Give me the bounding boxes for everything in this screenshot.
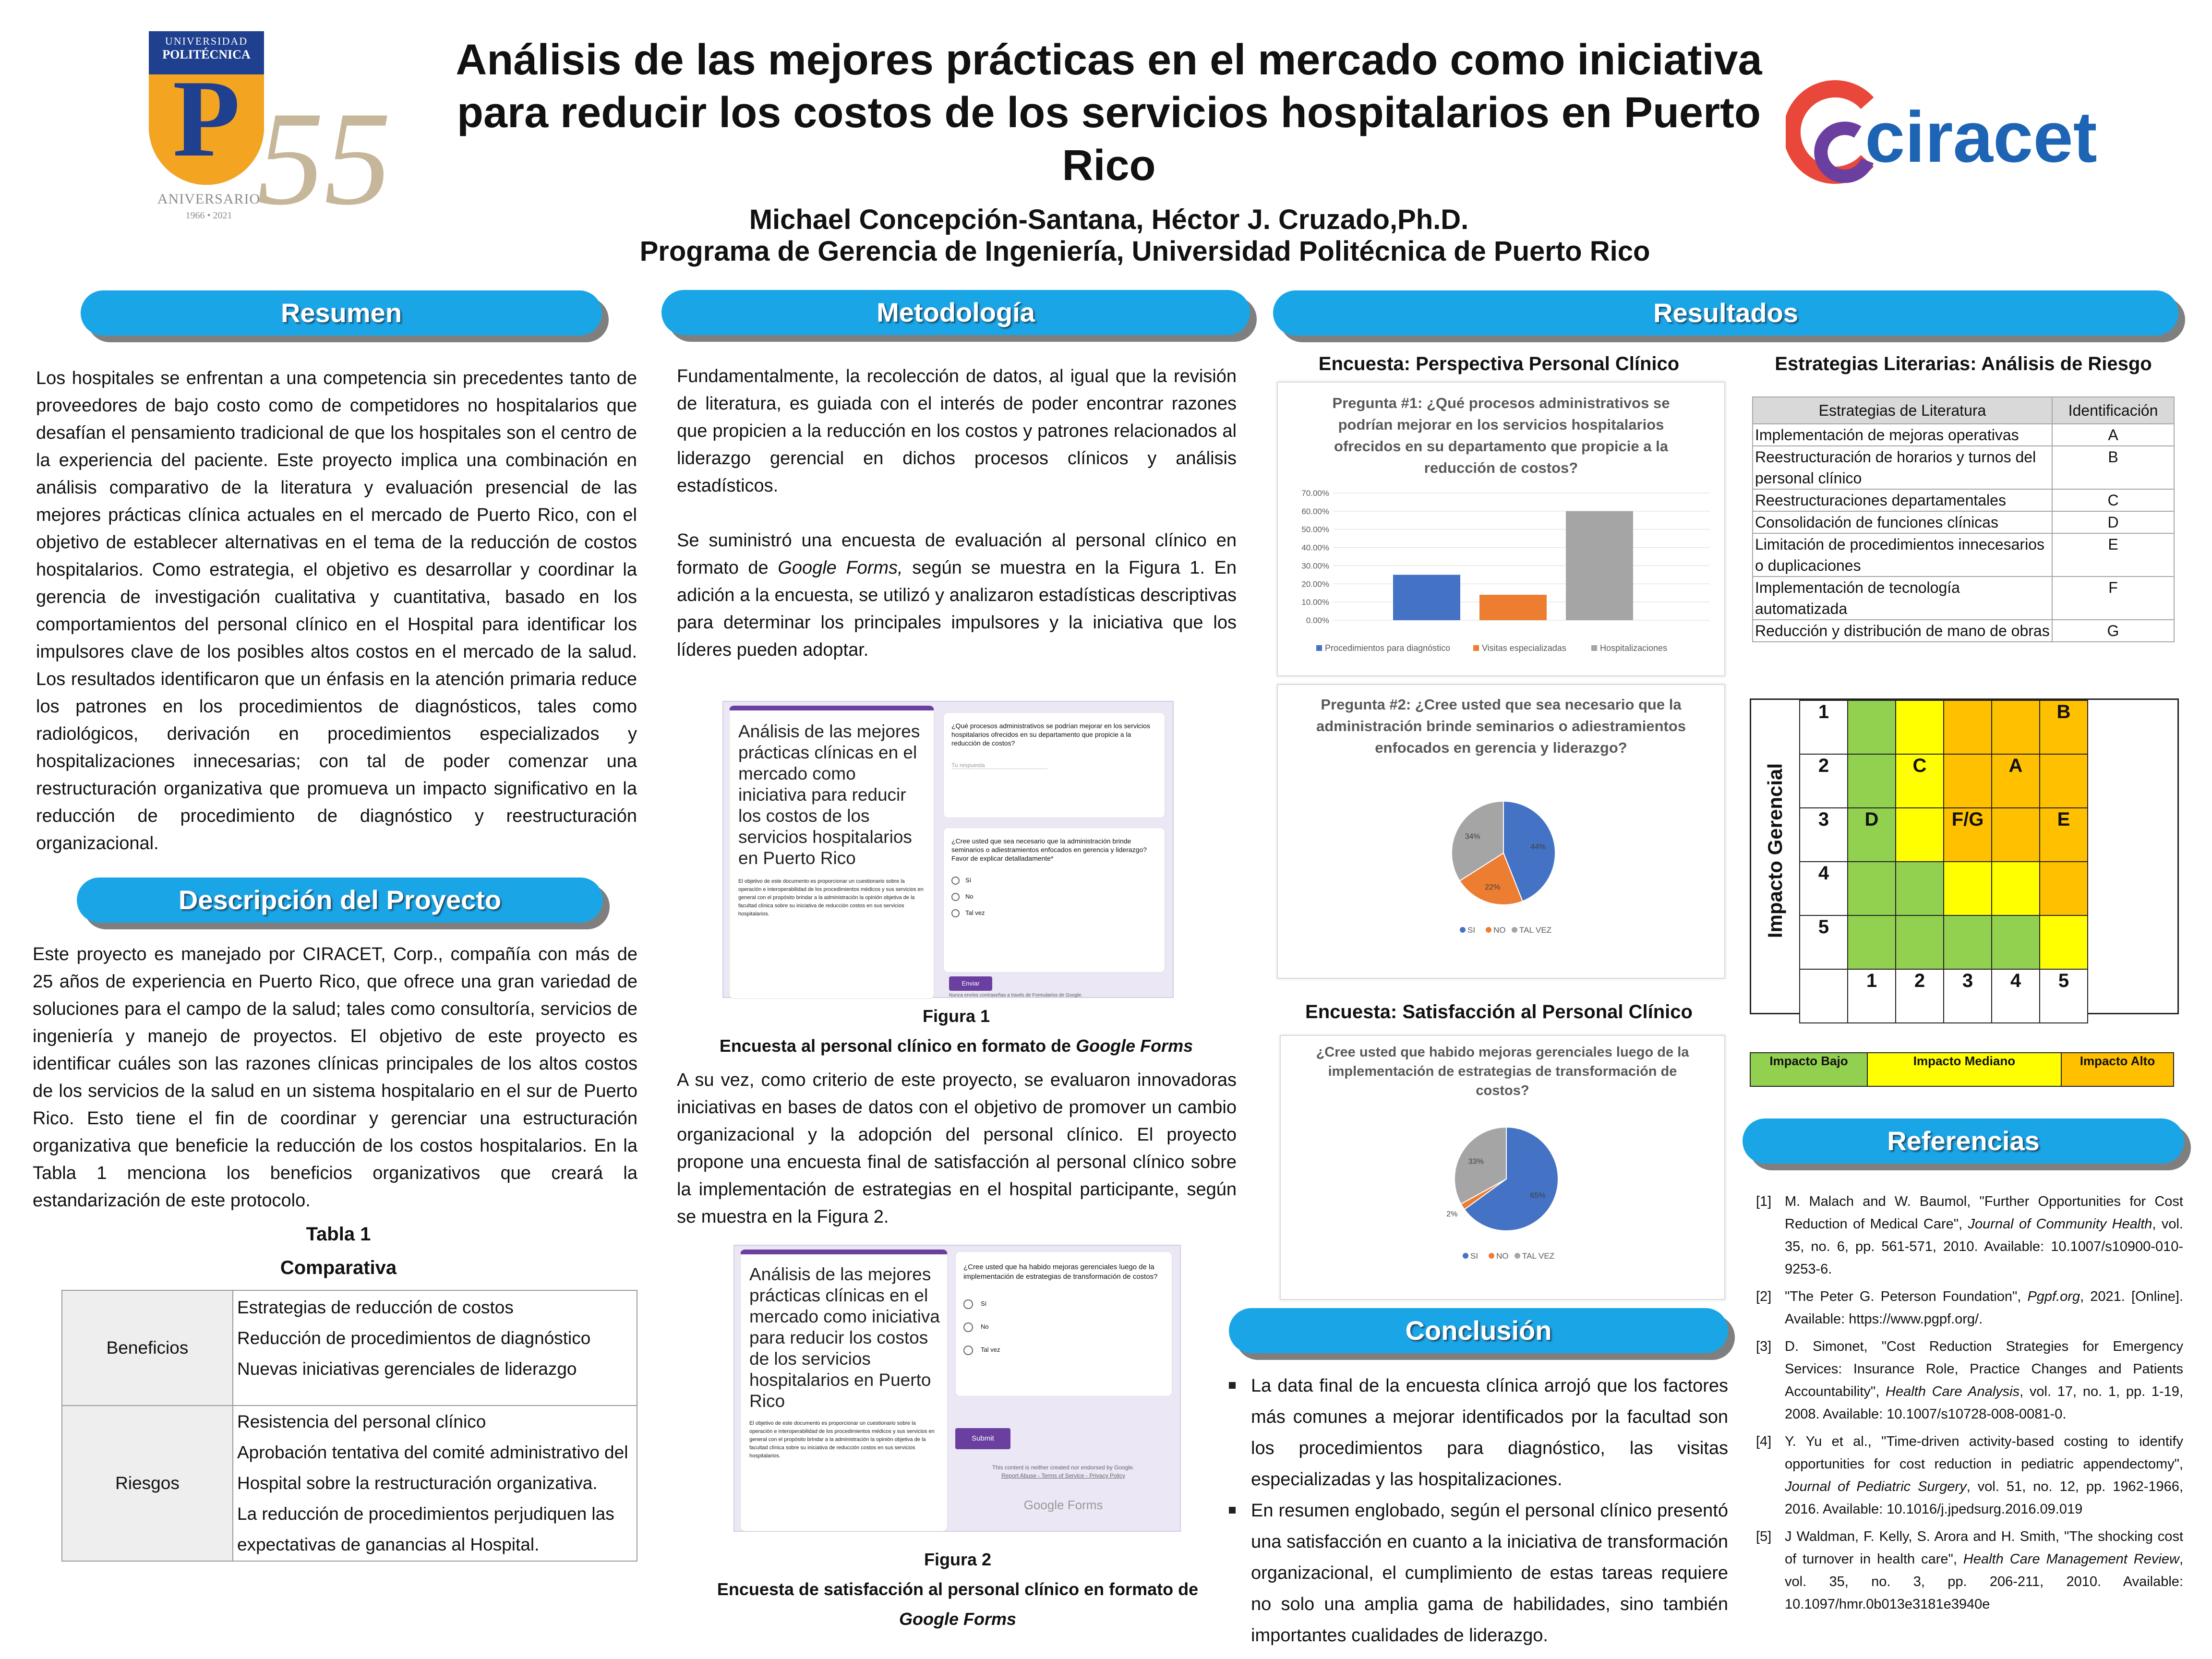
risk-corner: [1800, 969, 1848, 1023]
bar: [1566, 511, 1633, 620]
reference-text: D. Simonet, "Cost Reduction Strategies for Emergency Services: Insurance Role, Practice Changes and Patients Accountability",: [1785, 1339, 2183, 1399]
chart-1-title: Pregunta #1: ¿Qué procesos administrativos se podrían mejorar en los servicios hospitalarios ofrecidos en su departamento que propicie a la reducción de costos?: [1332, 395, 1670, 476]
table-row: [1753, 620, 2174, 642]
strategies-header-id: Identificación: [2052, 397, 2174, 424]
form-footer: Nunca envíes contraseñas a través de Formularios de Google.: [949, 993, 1082, 998]
legend-medium: Impacto Mediano: [1867, 1053, 2061, 1086]
risk-cell: A: [1992, 754, 2040, 808]
reference-journal: Journal of Community Health: [1968, 1216, 2152, 1232]
poster-title: Análisis de las mejores prácticas en el mercado como iniciativa para reducir los costos de los servicios hospitalarios en Puerto Rico: [456, 36, 1762, 190]
reference-text: "The Peter G. Peterson Foundation",: [1785, 1289, 2028, 1304]
figure-2-subtitle: Encuesta de satisfacción al personal clínico en formato de Google Forms: [717, 1579, 1199, 1629]
radio-option[interactable]: Sí: [951, 872, 1157, 889]
bar: [1393, 575, 1460, 620]
strategy-id: G: [2052, 620, 2174, 642]
reference-details: , vol. 35, no. 3, pp. 206-211, 2010. Available: 10.1097/hmr.0b013e3181e3940e: [1785, 1551, 2183, 1612]
table-row-riesgos: [62, 1406, 637, 1561]
resumen-header: Resumen: [81, 290, 602, 336]
risk-cell: C: [1896, 754, 1944, 808]
risk-cell: [1992, 808, 2040, 862]
risk-cell: [1944, 862, 1992, 915]
form-description: El objetivo de este documento es proporcionar un cuestionario sobre la operación e interoperabilidad de los procedimientos médicos y sus servicios en general con el propósito brindar a la administración la opinión objetiva de la facultad clínica sobre su iniciativa de reducción costos en sus servicios hospitalarios.: [749, 1420, 935, 1459]
form-title: Análisis de las mejores prácticas clínicas en el mercado como iniciativa para reducir los costos de los servicios hospitalarios en Puerto Rico: [749, 1264, 940, 1411]
pie-label: 22%: [1485, 883, 1501, 891]
form-question-card: [943, 712, 1165, 818]
reference-details: , 2021. [Online]. Available: https://www.pgpf.org/.: [1785, 1289, 2184, 1327]
table-cell-item: Aprobación tentativa del comité administrativo del Hospital sobre la restructuración organizativa.: [237, 1443, 628, 1493]
table-row: [1753, 533, 2174, 577]
figure-2-caption: [706, 1545, 1210, 1634]
conclusion-bullets: [1229, 1370, 1728, 1651]
reference-journal: Health Care Analysis: [1886, 1384, 2020, 1399]
conclusion-bullet: La data final de la encuesta clínica arrojó que los factores más comunes a mejorar identificados por la facultad son los procedimientos para diagnóstico, las visitas especializadas y las hospitalizaciones.: [1229, 1370, 1728, 1495]
legend-swatch: [1463, 1253, 1468, 1259]
legend-label: TAL VEZ: [1519, 926, 1552, 935]
descripcion-text: Este proyecto es manejado por CIRACET, Corp., compañía con más de 25 años de experiencia en Puerto Rico, que ofrece una gran variedad de soluciones para el campo de la salud; tales como consultoría, servicios de ingeniería y manejo de proyectos. El objetivo de este proyecto es identificar cuáles son las razones clínicas principales de los altos costos de los servicios de la salud en un sistema hospitalario en el sur de Puerto Rico. Esto tiene el fin de coordinar y gerenciar una estructuración organizativa que beneficie la reducción de los costos hospitalarios. En la Tabla 1 menciona los beneficios organizativos que creará la estandarización de este protocolo.: [33, 944, 637, 1211]
metodologia-text: [677, 363, 1237, 664]
risk-cell: [1896, 808, 1944, 862]
reference-number: [2]: [1756, 1289, 1772, 1304]
form-title-card: [740, 1250, 948, 1531]
risk-cell: [1848, 700, 1896, 754]
risk-row: [1800, 808, 2088, 862]
risk-cell: [1896, 700, 1944, 754]
radio-icon: [951, 893, 960, 901]
risk-row: [1800, 700, 2088, 754]
anniversary-label: ANIVERSARIO: [157, 191, 261, 207]
risk-cell: [2040, 915, 2088, 969]
y-tick-label: 50.00%: [1301, 525, 1329, 534]
risk-matrix: [1750, 698, 2179, 1014]
form-links[interactable]: Report Abuse - Terms of Service - Privacy Policy: [1001, 1472, 1125, 1479]
pie-label: 65%: [1530, 1191, 1546, 1200]
logo-monogram: P: [172, 57, 240, 180]
risk-row-label: 5: [1800, 915, 1848, 969]
risk-cell: [1896, 915, 1944, 969]
legend-label: NO: [1496, 1251, 1509, 1261]
table-number: Tabla 1: [306, 1224, 371, 1245]
risk-col-label: 5: [2040, 969, 2088, 1023]
table-row: [1753, 577, 2174, 620]
table-cell-item: La reducción de procedimientos perjudiquen las expectativas de ganancias al Hospital.: [237, 1504, 614, 1554]
strategy-name: Reducción y distribución de mano de obras: [1753, 620, 2052, 642]
table-cell-item: Nuevas iniciativas gerenciales de liderazgo: [237, 1359, 577, 1379]
pie-label: 34%: [1465, 832, 1480, 841]
bar-chart: [1278, 474, 1724, 675]
submit-button[interactable]: Enviar: [949, 976, 992, 991]
anniversary-years: 1966 • 2021: [185, 210, 232, 221]
strategy-id: E: [2052, 533, 2174, 577]
radio-option[interactable]: No: [951, 889, 1157, 905]
reference-item: [1756, 1286, 2183, 1331]
y-tick-label: 0.00%: [1306, 616, 1329, 625]
logo-line-2: POLITÉCNICA: [162, 48, 251, 61]
descripcion-header: Descripción del Proyecto: [77, 878, 603, 923]
radio-icon: [963, 1322, 973, 1332]
resumen-text: Los hospitales se enfrentan a una competencia sin precedentes tanto de proveedores de bajo costo como de competidores no hospitalarios que desafían el pensamiento tradicional de que los hospitales son el centro de la experiencia del paciente. Este proyecto implica una combinación en análisis comparativo de la literatura y evaluación presencial de las mejores prácticas clínica actuales en el mercado de Puerto Rico, con el objetivo de establecer alternativas en el tema de la reducción de costos hospitalarios. Como estrategia, el objetivo es desarrollar y coordinar la gerencia de investigación cualitativa y cuantitativa, basado en los comportamientos del personal clínico en el Hospital para identificar los impulsores clave de los posibles altos costos en el mercado de la salud. Los resultados identificaron que un énfasis en la atención primaria reduce los patrones en los procedimientos de diagnósticos, tales como radiológicos, derivación en procedimientos especializados y hospitalizaciones innecesarias; con tal de poder comenzar una restructuración organizativa que promueva un impacto significativo en la reducción de procedimiento de diagnóstico y reestructuración organizacional.: [36, 368, 637, 854]
strategy-name: Implementación de tecnología automatizada: [1753, 577, 2052, 620]
strategies-header-row: [1753, 397, 2174, 424]
table-cell-item: Estrategias de reducción de costos: [237, 1298, 514, 1317]
strategy-name: Reestructuración de horarios y turnos del personal clínico: [1753, 446, 2052, 489]
risk-col-label: 1: [1848, 969, 1896, 1023]
legend-swatch: [1591, 645, 1597, 651]
table-cell-item: Resistencia del personal clínico: [237, 1412, 486, 1431]
risk-row: [1800, 754, 2088, 808]
risk-cell: B: [2040, 700, 2088, 754]
legend-label: Visitas especializadas: [1482, 643, 1566, 653]
ciracet-wordmark: ciracet: [1865, 96, 2097, 177]
table-row: [1753, 446, 2174, 489]
legend-swatch: [1460, 927, 1466, 933]
answer-input[interactable]: Tu respuesta: [951, 762, 1047, 769]
radio-option[interactable]: Tal vez: [951, 905, 1157, 921]
strategy-name: Implementación de mejoras operativas: [1753, 424, 2052, 446]
strategy-name: Consolidación de funciones clínicas: [1753, 511, 2052, 533]
risk-row: [1800, 862, 2088, 915]
strategy-name: Reestructuraciones departamentales: [1753, 489, 2052, 511]
anniversary-number: 55: [257, 84, 391, 233]
pie-label: 2%: [1446, 1210, 1458, 1218]
risk-cell: F/G: [1944, 808, 1992, 862]
referencias-header: Referencias: [1743, 1118, 2184, 1164]
legend-low: Impacto Bajo: [1750, 1053, 1867, 1086]
risk-matrix-y-label: Impacto Gerencial: [1764, 763, 1786, 938]
form-question-card: [943, 828, 1165, 973]
reference-number: [1]: [1756, 1194, 1772, 1209]
reference-item: [1756, 1431, 2183, 1521]
legend-label: TAL VEZ: [1522, 1251, 1555, 1261]
strategy-name: Limitación de procedimientos innecesarios o duplicaciones: [1753, 533, 2052, 577]
legend-high: Impacto Alto: [2061, 1053, 2174, 1086]
row-label: Beneficios: [62, 1290, 233, 1406]
y-tick-label: 10.00%: [1301, 598, 1329, 607]
risk-cell: [2040, 862, 2088, 915]
chart-1-panel: [1277, 382, 1725, 676]
figure-1-subtitle: Encuesta al personal clínico en formato de Google Forms: [719, 1036, 1193, 1056]
figure-2-number: Figura 2: [924, 1550, 992, 1569]
bar: [1479, 595, 1547, 620]
table-row: [1753, 489, 2174, 511]
reference-journal: Health Care Management Review: [1963, 1551, 2179, 1567]
metodologia-header: Metodología: [661, 290, 1250, 335]
resultados-header: Resultados: [1273, 290, 2178, 336]
legend-swatch: [1473, 645, 1479, 651]
risk-cell: [1992, 862, 2040, 915]
form-description: El objetivo de este documento es proporcionar un cuestionario sobre la operación e interoperabilidad de los procedimientos médicos y sus servicios en general con el propósito brindar a la administración la opinión objetiva de la facultad clínica sobre su iniciativa de reducción costos en sus servicios hospitalarios.: [738, 878, 924, 917]
reference-details: , vol. 51, no. 12, pp. 1962-1966, 2016. Available: 10.1016/j.jpedsurg.2016.09.019: [1785, 1479, 2183, 1517]
reference-number: [3]: [1756, 1339, 1772, 1354]
risk-row: [1800, 915, 2088, 969]
strategy-id: F: [2052, 577, 2174, 620]
strategies-header-name: Estrategias de Literatura: [1753, 397, 2052, 424]
y-tick-label: 70.00%: [1301, 489, 1329, 498]
risk-grid: [1799, 700, 2088, 1023]
figure-1-form: [722, 701, 1174, 998]
submit-button[interactable]: Submit: [955, 1428, 1010, 1449]
y-tick-label: 60.00%: [1301, 506, 1329, 516]
legend-swatch: [1512, 927, 1517, 933]
risk-cell: [1848, 915, 1896, 969]
form-question-card: [955, 1251, 1172, 1396]
reference-details: , vol. 35, no. 6, pp. 561-571, 2010. Available: 10.1007/s10900-010-9253-6.: [1785, 1216, 2183, 1277]
shield-logo: [149, 31, 264, 185]
strategy-id: B: [2052, 446, 2174, 489]
pie-chart-1: [1278, 781, 1724, 973]
reference-text: J Waldman, F. Kelly, S. Arora and H. Smith, "The shocking cost of turnover in health care",: [1785, 1529, 2183, 1567]
conclusion-bullet: En resumen englobado, según el personal clínico presentó una satisfacción en cuanto a la iniciativa de transformación organizacional, el cumplimiento de estas tareas requiere no solo una amplia gama de habilidades, sino también importantes cualidades de liderazgo.: [1229, 1495, 1728, 1651]
risk-col-label: 3: [1944, 969, 1992, 1023]
pie-label: 44%: [1530, 843, 1546, 852]
row-values: [233, 1290, 637, 1406]
reference-journal: Journal of Pediatric Surgery: [1785, 1479, 1967, 1494]
pie-chart-2: [1281, 1107, 1724, 1299]
comparison-table: [61, 1290, 637, 1562]
radio-option[interactable]: No: [963, 1315, 1164, 1338]
question-text: ¿Cree usted que ha habido mejoras gerenciales luego de la implementación de estrategias de transformación de costos?: [963, 1263, 1158, 1281]
question-text: ¿Qué procesos administrativos se podrían mejorar en los servicios hospitalarios ofrecidos en su departamento que propicie a la reducción de costos?: [951, 722, 1150, 747]
logo-line-1: UNIVERSIDAD: [165, 35, 248, 47]
risk-cell: E: [2040, 808, 2088, 862]
risk-cell: [1848, 862, 1896, 915]
reference-text: Y. Yu et al., "Time-driven activity-based costing to identify opportunities for cost reduction in pediatric appendectomy",: [1785, 1434, 2183, 1472]
reference-item: [1756, 1335, 2183, 1426]
table-caption: [29, 1217, 648, 1285]
y-tick-label: 40.00%: [1301, 543, 1329, 553]
pie-label: 33%: [1468, 1157, 1484, 1166]
strategy-id: C: [2052, 489, 2174, 511]
risk-cell: [2040, 754, 2088, 808]
reference-item: [1756, 1526, 2183, 1616]
table-title: Comparativa: [280, 1257, 397, 1278]
reference-number: [5]: [1756, 1529, 1772, 1544]
question-text: ¿Cree usted que sea necesario que la administración brinde seminarios o adiestramientos enfocados en gerencia y liderazgo? Favor de explicar detalladamente*: [951, 837, 1147, 862]
strategy-id: D: [2052, 511, 2174, 533]
google-forms-brand: Google Forms: [1023, 1498, 1103, 1512]
radio-icon: [951, 909, 960, 917]
radio-option[interactable]: Sí: [963, 1292, 1164, 1315]
reference-journal: Pgpf.org: [2027, 1289, 2080, 1304]
risk-cell: [1944, 700, 1992, 754]
table-row: [1753, 424, 2174, 446]
table-cell-item: Reducción de procedimientos de diagnóstico: [237, 1328, 591, 1348]
university-logo: [146, 29, 396, 233]
figure-1-caption: [672, 1001, 1240, 1061]
authors-line: Michael Concepción-Santana, Héctor J. Cruzado,Ph.D.: [749, 204, 1469, 235]
reference-number: [4]: [1756, 1434, 1772, 1449]
reference-details: , vol. 17, no. 1, pp. 1-19, 2008. Available: 10.1007/s10728-008-0081-0.: [1785, 1384, 2183, 1422]
risk-cell: [1896, 862, 1944, 915]
form-title-card: [729, 706, 934, 999]
table-row: [1753, 511, 2174, 533]
row-label: Riesgos: [62, 1406, 233, 1561]
metodologia-para-2: Se suministró una encuesta de evaluación al personal clínico en formato de Google Forms, según se muestra en la Figura 1. En adición a la encuesta, se utilizó y analizaron estadísticas descriptivas para determinar los principales impulsores y la iniciativa que los líderes pueden adoptar.: [677, 530, 1237, 660]
risk-cell: [1944, 754, 1992, 808]
strategy-id: A: [2052, 424, 2174, 446]
results-subheading-2: Estrategias Literarias: Análisis de Riesgo: [1775, 353, 2152, 374]
radio-icon: [963, 1346, 973, 1355]
chart-2-panel: [1277, 684, 1725, 979]
reference-text: M. Malach and W. Baumol, "Further Opportunities for Cost Reduction of Medical Care",: [1785, 1194, 2183, 1232]
ciracet-logo: [1786, 79, 2112, 190]
risk-col-label: 4: [1992, 969, 2040, 1023]
legend-label: Procedimientos para diagnóstico: [1325, 643, 1451, 653]
y-tick-label: 20.00%: [1301, 579, 1329, 589]
chart-2-title: Pregunta #2: ¿Cree usted que sea necesario que la administración brinde seminarios o adiestramientos enfocados en gerencia y liderazgo?: [1316, 696, 1686, 756]
figure-2-form: [733, 1245, 1181, 1532]
row-values: [233, 1406, 637, 1561]
risk-col-label: 2: [1896, 969, 1944, 1023]
risk-cell: [1848, 754, 1896, 808]
results-subheading-1: Encuesta: Perspectiva Personal Clínico: [1318, 353, 1680, 374]
risk-row-label: 2: [1800, 754, 1848, 808]
metodologia-para-3: A su vez, como criterio de este proyecto, se evaluaron innovadoras iniciativas en bases de datos con el objetivo de promover un cambio organizacional y la adopción del personal clínico. El proyecto propone una encuesta final de satisfacción al personal clínico sobre la implementación de estrategias en el hospital participante, según se muestra en la Figura 2.: [677, 1070, 1237, 1227]
poster-authors: [446, 204, 1771, 267]
program-line: Programa de Gerencia de Ingeniería, Universidad Politécnica de Puerto Rico: [639, 236, 1650, 267]
radio-option[interactable]: Tal vez: [963, 1338, 1164, 1361]
figure-1-number: Figura 1: [922, 1006, 990, 1026]
legend-label: SI: [1467, 926, 1476, 935]
strategies-table: [1752, 397, 2175, 642]
legend-swatch: [1515, 1253, 1520, 1259]
form-notice: This content is neither created nor endorsed by Google.: [992, 1464, 1135, 1471]
risk-cell: D: [1848, 808, 1896, 862]
results-subheading-3: Encuesta: Satisfacción al Personal Clínico: [1305, 1001, 1693, 1022]
radio-icon: [951, 877, 960, 885]
conclusion-header: Conclusión: [1229, 1308, 1728, 1353]
legend-label: NO: [1493, 926, 1506, 935]
legend-swatch: [1486, 927, 1491, 933]
risk-cell: [1992, 915, 2040, 969]
legend-label: SI: [1470, 1251, 1479, 1261]
form-title: Análisis de las mejores prácticas clínicas en el mercado como iniciativa para reducir los costos de los servicios hospitalarios en Puerto Rico: [738, 721, 920, 868]
risk-row-label: 1: [1800, 700, 1848, 754]
risk-legend: [1750, 1052, 2174, 1087]
legend-swatch: [1489, 1253, 1494, 1259]
references-list: [1756, 1190, 2183, 1621]
risk-col-labels: [1800, 969, 2088, 1023]
legend-swatch: [1316, 645, 1322, 651]
table-row-beneficios: [62, 1290, 637, 1406]
chart-3-title: ¿Cree usted que habido mejoras gerenciales luego de la implementación de estrategias de transformación de costos?: [1316, 1045, 1689, 1098]
y-tick-label: 30.00%: [1301, 561, 1329, 571]
risk-cell: [1992, 700, 2040, 754]
legend-label: Hospitalizaciones: [1600, 643, 1668, 653]
risk-cell: [1944, 915, 1992, 969]
metodologia-para-1: Fundamentalmente, la recolección de datos, al igual que la revisión de literatura, es guiada con el interés de poder encontrar razones que propicien a la reducción en los costos y patrones relacionados al liderazgo gerencial en dichos procesos clínicos y análisis estadísticos.: [677, 366, 1237, 496]
reference-item: [1756, 1190, 2183, 1281]
chart-3-panel: [1280, 1035, 1725, 1300]
risk-row-label: 4: [1800, 862, 1848, 915]
radio-icon: [963, 1299, 973, 1309]
risk-row-label: 3: [1800, 808, 1848, 862]
